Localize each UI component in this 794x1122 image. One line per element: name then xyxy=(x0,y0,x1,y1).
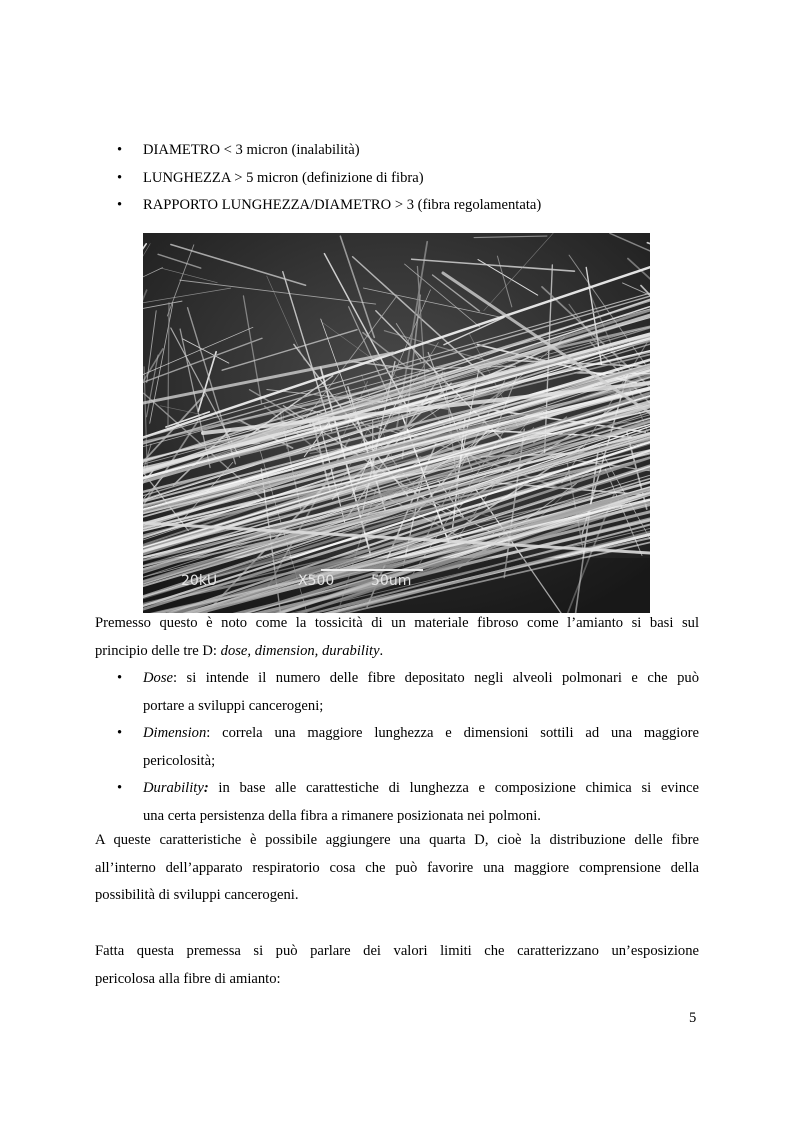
paragraph2-line-2: all’interno dell’apparato respiratorio cosa che può favorire una maggiore comprensione della xyxy=(95,859,699,876)
term-dose: Dose xyxy=(143,670,173,686)
paragraph2-line-3: possibilità di sviluppi cancerogeni. xyxy=(95,887,299,904)
sem-magnification-label: X500 xyxy=(298,573,335,589)
bullet: • xyxy=(117,725,123,742)
list-item-dose xyxy=(0,665,699,720)
paragraph3-line-2: pericolosa alla fibre di amianto: xyxy=(95,970,281,987)
three-d-list xyxy=(0,665,699,831)
bullet: • xyxy=(117,142,123,158)
durability-line-2: una certa persistenza della fibra a rimanere posizionata nei polmoni. xyxy=(143,807,541,824)
dose-text xyxy=(143,665,699,720)
fiber-image xyxy=(143,233,650,613)
sem-scale-label: 50um xyxy=(371,573,412,589)
bullet: • xyxy=(117,169,123,186)
criterion-ratio: RAPPORTO LUNGHEZZA/DIAMETRO > 3 (fibra regolamentata) xyxy=(143,197,542,214)
intro-line-1: Premesso questo è noto come la tossicità di un materiale fibroso come l’amianto si basi sul xyxy=(95,615,699,631)
intro-line-2 xyxy=(95,638,699,666)
paragraph2-line-1: A queste caratteristiche è possibile aggiungere una quarta D, cioè la distribuzione delle fibre xyxy=(95,832,699,848)
asbestos-sem-micrograph xyxy=(143,233,650,613)
sem-voltage-label: 20kU xyxy=(181,573,218,589)
dose-line-1: si intende il numero delle fibre depositato negli alveoli polmonari e che può xyxy=(177,670,699,686)
criterion-diameter: DIAMETRO < 3 micron (inalabilità) xyxy=(143,142,360,158)
dose-line-2: portare a sviluppi cancerogeni; xyxy=(143,697,324,714)
dimension-line-1: correla una maggiore lunghezza e dimensioni sottili ad una maggiore xyxy=(210,725,699,742)
term-durability: Durability xyxy=(143,780,204,797)
criterion-length: LUNGHEZZA > 5 micron (definizione di fibra) xyxy=(143,169,424,186)
dimension-line-2: pericolosità; xyxy=(143,752,216,769)
bullet: • xyxy=(117,197,123,214)
term-dimension: Dimension xyxy=(143,725,207,742)
term-separator: : xyxy=(203,780,209,797)
limits-intro-paragraph xyxy=(95,938,699,993)
term-separator: : xyxy=(173,670,178,686)
paragraph3-line-1: Fatta questa premessa si può parlare dei valori limiti che caratterizzano un’esposizione xyxy=(95,943,699,959)
list-item-dimension xyxy=(0,720,699,775)
fourth-d-paragraph xyxy=(95,827,699,910)
bullet: • xyxy=(117,670,123,686)
page-number: 5 xyxy=(689,1010,697,1026)
dimension-text xyxy=(143,720,699,775)
intro-suffix: . xyxy=(379,642,384,659)
term-separator: : xyxy=(206,725,211,742)
durability-text xyxy=(143,775,699,830)
intro-paragraph xyxy=(95,610,699,665)
list-item-durability xyxy=(0,775,699,830)
bullet: • xyxy=(117,780,123,797)
intro-prefix: principio delle tre D: xyxy=(95,642,221,659)
three-d-terms: dose, dimension, durability xyxy=(220,642,380,659)
durability-line-1: in base alle carattestiche di lunghezza e composizione chimica si evince xyxy=(208,780,699,797)
